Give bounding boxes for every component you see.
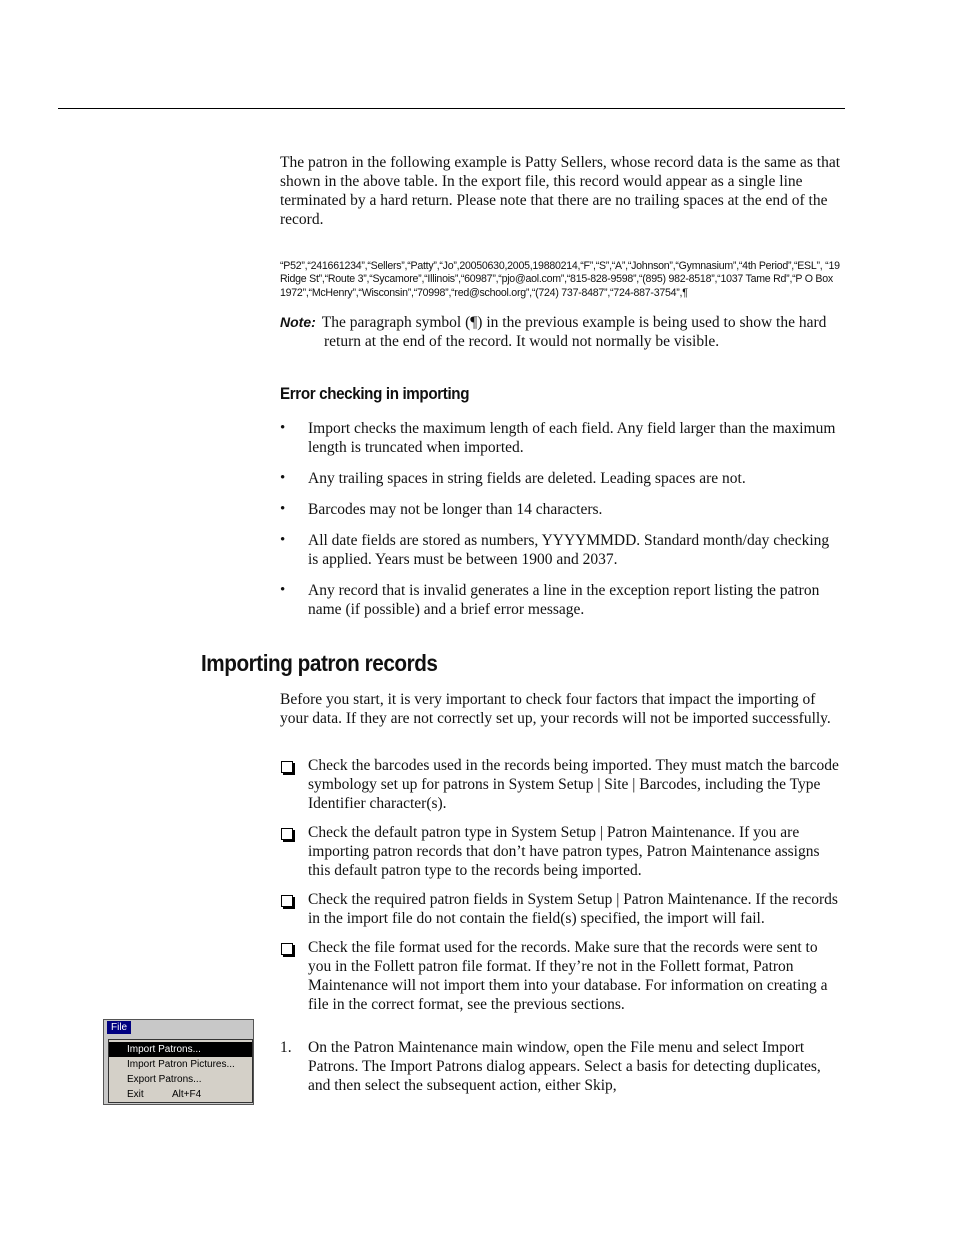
list-item — [280, 531, 842, 569]
bullet-text: Import checks the maximum length of each field. Any field larger than the maximum length is truncated when imported. — [308, 420, 836, 456]
step-text: On the Patron Maintenance main window, open the File menu and select Import Patrons. The Import Patrons dialog appears. Select a basis for detecting duplicates, and then select the subsequent action, either Skip, — [308, 1039, 821, 1094]
checklist-text: Check the barcodes used in the records being imported. They must match the barcode symbology set up for patrons in System Setup | Site | Barcodes, including the Type Identifier character(s). — [308, 757, 839, 812]
record-example: “P52”,“241661234”,“Sellers”,“Patty”,“Jo”,20050630,2005,19880214,“F”,“S”,“A”,“Johnson”,“Gymnasium”,“4th Period”,“ESL”, “19 Ridge St”,“Route 3”,“Sycamore”,“Illinois”,“60987”,“pjo@aol.com”,“815-828-9598”,“(895) 982-8518”,“1037 Tame Rd”,“P O Box 1972”,“McHenry”,“Wisconsin”,“70998”,“red@school.org”,“(724) 737-8487”,“724-887-3754”,¶ — [280, 259, 840, 300]
bullet-text: All date fields are stored as numbers, YYYYMMDD. Standard month/day checking is applied. Years must be between 1900 and 2037. — [308, 532, 830, 568]
menu-item-import-patrons[interactable] — [109, 1042, 252, 1057]
menu-item-import-patron-pictures[interactable] — [109, 1057, 252, 1072]
step-list — [280, 1038, 842, 1095]
list-item — [280, 419, 842, 457]
bullet-text: Any record that is invalid generates a line in the exception report listing the patron name (if possible) and a brief error message. — [308, 582, 820, 618]
menu-shortcut: Alt+F4 — [172, 1089, 202, 1100]
checkbox-icon — [281, 943, 293, 955]
list-item — [280, 581, 842, 619]
step-number: 1. — [280, 1039, 292, 1056]
header-rule — [58, 108, 845, 109]
file-menu-screenshot — [103, 1019, 254, 1105]
error-checking-heading: Error checking in importing — [280, 385, 470, 403]
note-text: The paragraph symbol (¶) in the previous example is being used to show the hard return at the end of the record. It would not normally be visible. — [321, 314, 827, 350]
bullet-icon: • — [280, 420, 286, 436]
list-item — [280, 756, 842, 813]
checklist — [280, 756, 842, 1024]
menu-item-exit[interactable] — [109, 1087, 252, 1102]
menu-item-label: Exit — [127, 1089, 144, 1100]
checklist-text: Check the required patron fields in System Setup | Patron Maintenance. If the records in the import file do not contain the field(s) specified, the import will fail. — [308, 891, 838, 927]
bullet-icon: • — [280, 501, 286, 517]
list-item — [280, 938, 842, 1014]
note-label: Note: — [280, 314, 316, 330]
list-item — [280, 823, 842, 880]
checklist-text: Check the file format used for the records. Make sure that the records were sent to you in the Follett patron file format. If they’re not in the Follett format, Patron Maintenance will not import them into your database. For information on creating a file in the correct format, see the previous sections. — [308, 939, 828, 1013]
file-menu-title[interactable]: File — [107, 1021, 131, 1034]
note-block — [280, 313, 842, 351]
step-item — [280, 1038, 842, 1095]
bullet-icon: • — [280, 470, 286, 486]
menu-item-label: Import Patrons... — [127, 1044, 201, 1055]
menu-item-label: Export Patrons... — [127, 1074, 202, 1085]
list-item — [280, 469, 842, 488]
checkbox-icon — [281, 828, 293, 840]
bullet-icon: • — [280, 582, 286, 598]
checkbox-icon — [281, 895, 293, 907]
bullet-text: Any trailing spaces in string fields are deleted. Leading spaces are not. — [308, 470, 746, 487]
menu-item-export-patrons[interactable] — [109, 1072, 252, 1087]
before-paragraph: Before you start, it is very important to check four factors that impact the importing of your data. If they are not correctly set up, your records will not be imported successfully. — [280, 691, 831, 727]
error-bullet-list — [280, 419, 842, 631]
checklist-text: Check the default patron type in System Setup | Patron Maintenance. If you are importing patron records that don’t have patron types, Patron Maintenance assigns this default patron type to the records being imported. — [308, 824, 820, 879]
bullet-icon: • — [280, 532, 286, 548]
menu-item-label: Import Patron Pictures... — [127, 1059, 235, 1070]
list-item — [280, 890, 842, 928]
checkbox-icon — [281, 761, 293, 773]
list-item — [280, 500, 842, 519]
bullet-text: Barcodes may not be longer than 14 characters. — [308, 501, 603, 518]
file-menu-dropdown — [108, 1039, 253, 1103]
importing-section-heading: Importing patron records — [201, 650, 438, 676]
intro-paragraph: The patron in the following example is Patty Sellers, whose record data is the same as that shown in the above table. In the export file, this record would appear as a single line terminated by a hard return. Please note that there are no trailing spaces at the end of the record. — [280, 154, 841, 228]
